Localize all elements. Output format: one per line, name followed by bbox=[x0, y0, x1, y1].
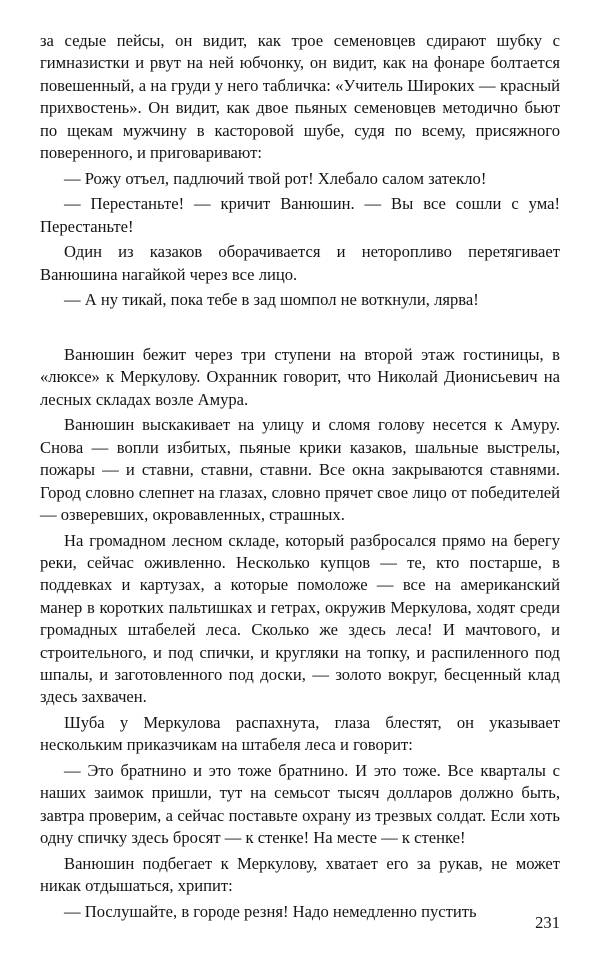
paragraph: — Перестаньте! — кричит Ванюшин. — Вы все сошли с ума! Перестаньте! bbox=[40, 194, 560, 236]
paragraph: Ванюшин выскакивает на улицу и сломя голову несется к Амуру. Снова — вопли избитых, пьяные крики казаков, шальные выстрелы, пожары — и ставни, ставни, ставни. Все окна закрываются ставнями. Город словно слепнет на глазах, словно прячет свое лицо от победителей — озверевших, окровавленных, страшных. bbox=[40, 415, 560, 525]
text-section-2 bbox=[40, 344, 560, 923]
paragraph: — Послушайте, в городе резня! Надо немедленно пустить bbox=[64, 901, 477, 921]
paragraph: Шуба у Меркулова распахнута, глаза блестят, он указывает нескольким приказчикам на штабеля леса и говорит: bbox=[40, 713, 560, 755]
paragraph: за седые пейсы, он видит, как трое семеновцев сдирают шубку с гимназистки и рвут на ней юбчонку, он видит, как на фонаре болтается повешенный, а на груди у него табличка: «Учитель Широких — красный прихвостень». Он видит, как двое пьяных семеновцев методично бьют по щекам мужчину в касторовой шубе, судя по всему, присяжного поверенного, и приговаривают: bbox=[40, 31, 560, 163]
page-number: 231 bbox=[535, 913, 560, 932]
paragraph: Ванюшин подбегает к Меркулову, хватает его за рукав, не может никак отдышаться, хрипит: bbox=[40, 853, 560, 896]
paragraph: На громадном лесном складе, который разбросался прямо на берегу реки, сейчас оживленно. Несколько купцов — те, кто постарше, в поддевках и картузах, а которые помоложе — все на американский манер в коротких пальтишках и гетрах, окружив Меркулова, ходят среди громадных штабелей леса. Сколько же здесь леса! И мачтового, и строительного, и под спички, и кругляки на топку, и распиленного под шпалы, и заготовленного под доски, — золото вокруг, бесценный клад здесь захвачен. bbox=[40, 530, 560, 707]
paragraph: Один из казаков оборачивается и неторопливо перетягивает Ванюшина нагайкой через все лицо. bbox=[40, 242, 560, 284]
paragraph: — А ну тикай, пока тебе в зад шомпол не воткнули, лярва! bbox=[64, 290, 479, 310]
paragraph: — Рожу отъел, падлючий твой рот! Хлебало салом затекло! bbox=[64, 168, 487, 188]
text-section-1 bbox=[40, 30, 560, 312]
paragraph: — Это братнино и это тоже братнино. И это тоже. Все кварталы с наших заимок пришли, тут на семьсот тысяч долларов должно быть, завтра проверим, а сейчас поставьте охрану из трезвых солдат. Если хоть одну спичку здесь бросят — к стенке! На месте — к стенке! bbox=[40, 761, 560, 848]
paragraph: Ванюшин бежит через три ступени на второй этаж гостиницы, в «люксе» к Меркулову. Охранник говорит, что Николай Дионисьевич на лесных складах возле Амура. bbox=[40, 345, 560, 409]
